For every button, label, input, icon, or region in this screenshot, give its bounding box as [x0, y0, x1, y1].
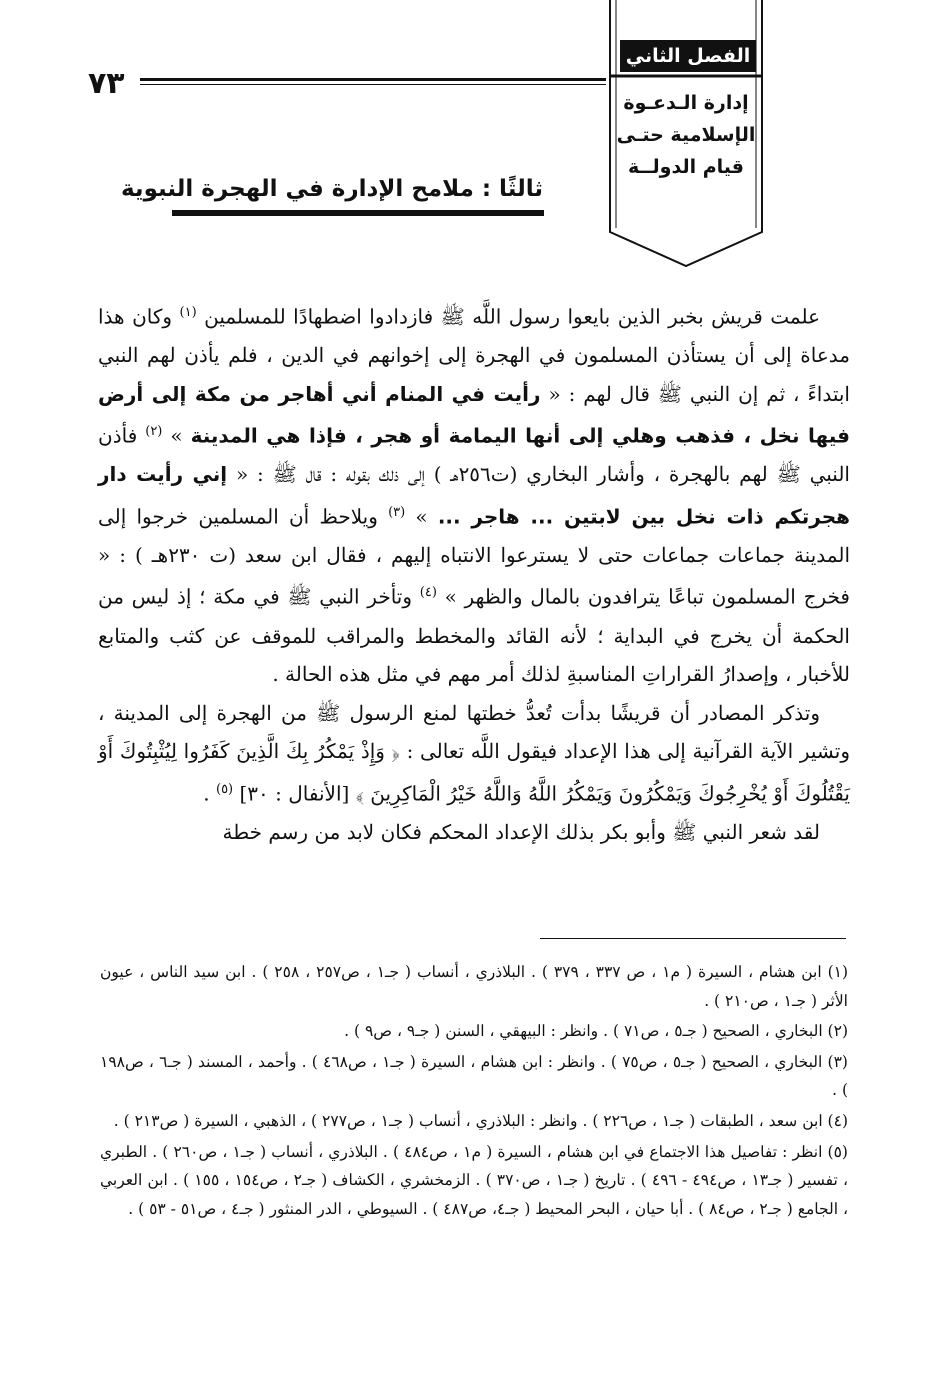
text-run: »	[162, 423, 191, 448]
paragraph: لقد شعر النبي ﷺ وأبو بكر بذلك الإعداد المحكم فكان لابد من رسم خطة	[222, 819, 820, 844]
footnote: (٣) البخاري ، الصحيح ( جـ٥ ، ص٧٥ ) . وانظر : ابن هشام ، السيرة ( جـ١ ، ص٤٦٨ ) . وأحمد ، المسند ( جـ٦ ، ص١٩٨ ) .	[100, 1052, 848, 1100]
chapter-subtitle-line: قيام الدولــة	[628, 156, 744, 178]
footnote-ref: (٣)	[388, 504, 406, 520]
chapter-tab	[606, 0, 766, 268]
header-rule-thin	[140, 84, 606, 85]
footnote: (٤) ابن سعد ، الطبقات ( جـ١ ، ص٢٢٦ ) . وانظر : البلاذري ، أنساب ( جـ١ ، ص٢٧٧ ) ، الذهبي ، السيرة ( ص٢١٣ ) .	[113, 1111, 848, 1130]
footnote-ref: (٤)	[419, 585, 437, 601]
hadith-quote: إني رأيت دار هجرتكم ذات نخل بين لابتين ... هاجر ...	[98, 462, 851, 529]
footnote-separator	[540, 938, 846, 939]
footnote: (٥) انظر : تفاصيل هذا الاجتماع في ابن هشام ، السيرة ( م١ ، ص٤٨٤ ) . البلاذري ، أنساب ( جـ١ ، ص٢٦٠ ) . الطبري ، تفسير ( جـ١٣ ، ص٤٩٤ - ٤٩٦ ) . تاريخ ( جـ١ ، ص٣٧٠ ) . الزمخشري ، الكشاف ( جـ٢ ، ص١٥٤ ، ١٥٥ ) . ابن العربي ، الجامع ( جـ٢ ، ص٨٤ ) . أبا حيان ، البحر المحيط ( جـ٤، ص٤٨٧ ) . السيوطي ، الدر المنثور ( جـ٤ ، ص٥١ - ٥٣ ) .	[100, 1142, 848, 1218]
page-number: ٧٣	[88, 66, 125, 101]
text-run: فأذن النبي ﷺ لهم بالهجرة ، وأشار البخاري (ت٢٥٦هـ ) إلى ذلك بقوله : قال ﷺ : «	[98, 423, 850, 487]
chapter-subtitle-line: الإسلامية حتـى	[616, 124, 756, 146]
paragraph	[98, 694, 850, 813]
text-run: ﴾ [الأنفال : ٣٠]	[233, 781, 371, 806]
quran-verse: وَإِذْ يَمْكُرُ بِكَ الَّذِينَ كَفَرُوا لِيُثْبِتُوكَ أَوْ يَقْتُلُوكَ أَوْ يُخْرِجُوكَ وَيَمْكُرُونَ وَيَمْكُرُ اللَّهُ وَاللَّهُ خَيْرُ الْمَاكِرِينَ	[98, 739, 850, 806]
text-run: »	[405, 504, 438, 529]
hadith-quote: رأيت في المنام أني أهاجر من مكة إلى أرض فيها نخل ، فذهب وهلي إلى أنها اليمامة أو هجر ، فإذا هي المدينة	[98, 381, 851, 448]
footnote-ref: (٥)	[215, 781, 234, 797]
text-run: وتذكر المصادر أن قريشًا بدأت تُعدُّ خطتها لمنع الرسول ﷺ من الهجرة إلى المدينة ، وتشير الآية القرآنية إلى هذا الإعداد فيقول اللَّه تعالى : ﴿	[98, 700, 851, 764]
footnote-ref: (٢)	[145, 424, 163, 440]
chapter-subtitle-line: إدارة الـدعـوة	[623, 92, 749, 114]
paragraph	[98, 294, 850, 694]
text-run: علمت قريش بخبر الذين بايعوا رسول اللَّه ﷺ فازدادوا اضطهادًا للمسلمين	[196, 304, 821, 329]
body-text	[98, 294, 850, 851]
text-run: وكان هذا مدعاة إلى أن يستأذن المسلمون في الهجرة إلى إخوانهم في الدين ، فلم يأذن لهم النبي ابتداءً ، ثم إن النبي ﷺ قال لهم : «	[98, 304, 850, 406]
header-rule	[140, 78, 606, 81]
text-run: .	[203, 781, 216, 806]
section-heading-rule	[172, 210, 544, 216]
footnote: (٢) البخاري ، الصحيح ( جـ٥ ، ص٧١ ) . وانظر : البيهقي ، السنن ( جـ٩ ، ص٩ ) .	[344, 1022, 848, 1041]
footnotes	[100, 958, 848, 1225]
footnote-ref: (١)	[179, 305, 197, 320]
text-run: وتأخر النبي ﷺ في مكة ؛ إذ ليس من الحكمة أن يخرج في البداية ؛ لأنه القائد والمخطط والمراقب للموقف عن كثب والمتابع للأخبار ، وإصدارُ القراراتِ المناسبةِ لذلك أمر مهم في مثل هذه الحالة .	[98, 585, 850, 687]
chapter-label: الفصل الثاني	[620, 40, 756, 72]
text-run: ويلاحظ أن المسلمين خرجوا إلى المدينة جماعات جماعات حتى لا يسترعوا الانتباه إليهم ، فقال ابن سعد (ت ٢٣٠هـ ) : « فخرج المسلمون تباعًا يترافدون بالمال والظهر »	[98, 504, 850, 610]
section-heading: ثالثًا : ملامح الإدارة في الهجرة النبوية	[120, 176, 543, 202]
footnote: (١) ابن هشام ، السيرة ( م١ ، ص ٣٣٧ ، ٣٧٩ ) . البلاذري ، أنساب ( جـ١ ، ص٢٥٧ ، ٢٥٨ ) . ابن سيد الناس ، عيون الأثر ( جـ١ ، ص٢١٠ ) .	[100, 963, 849, 1010]
